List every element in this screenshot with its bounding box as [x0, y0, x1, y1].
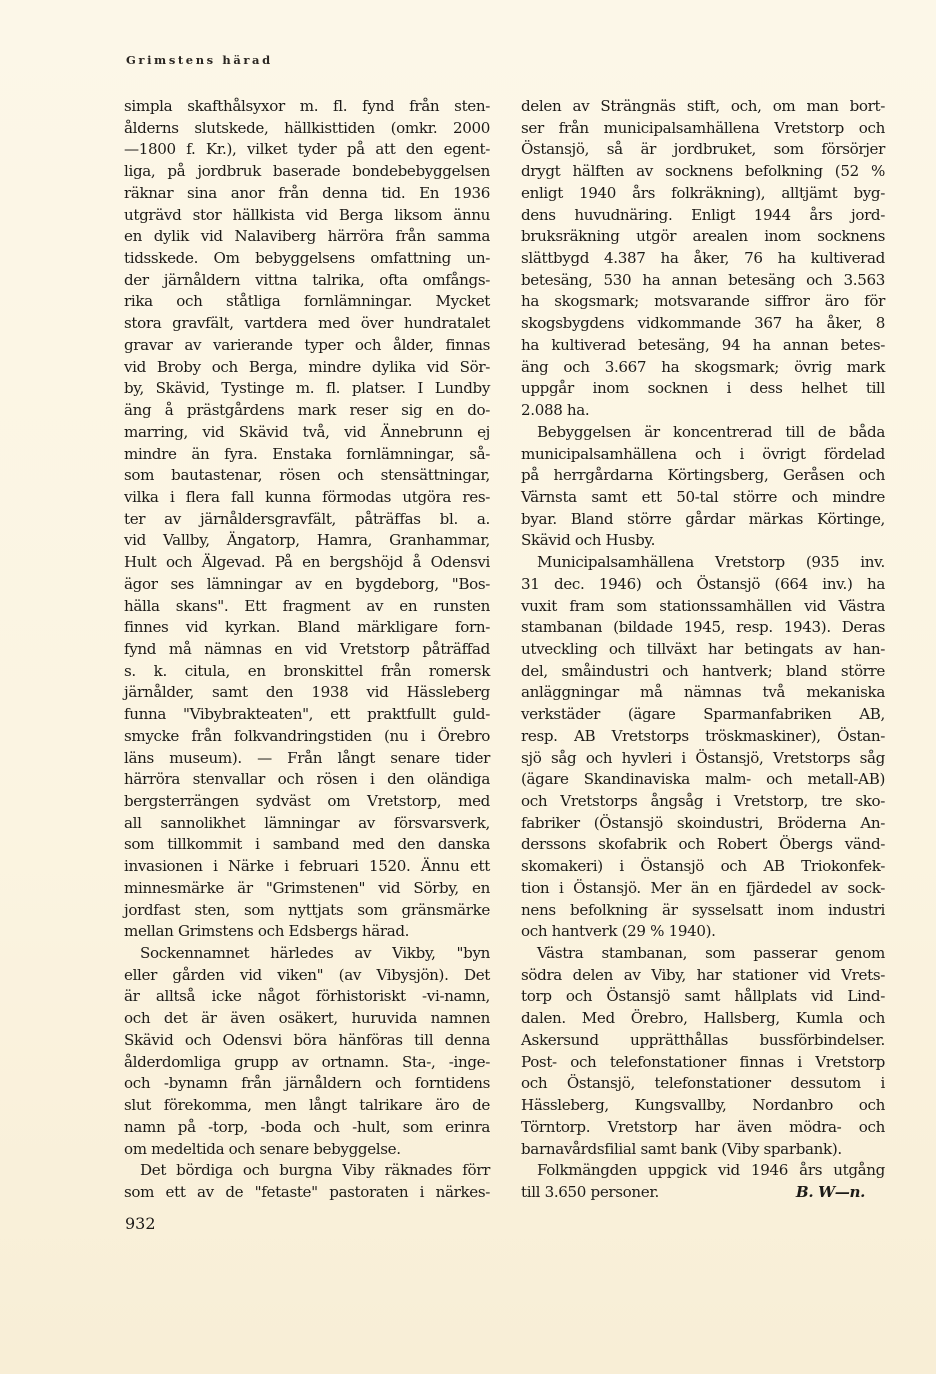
text-line: verkstäder (ägare Sparmanfabriken AB, [521, 705, 885, 724]
text-line: Skävid och Odensvi böra hänföras till denna [124, 1030, 490, 1049]
text-line: Det bördiga och burgna Viby räknades förr [140, 1161, 490, 1180]
text-line: ser från municipalsamhällena Vretstorp och [521, 118, 885, 137]
paragraph [521, 552, 885, 943]
text-line: fabriker (Östansjö skoindustri, Bröderna An- [521, 813, 885, 832]
text-line: Sockennamnet härledes av Vikby, "byn [140, 944, 490, 963]
text-line: jordfast sten, som nyttjats som gränsmärke [124, 900, 490, 919]
text-line: Östansjö, så är jordbruket, som försörjer [521, 140, 885, 159]
closing-line: till 3.650 personer. [521, 1182, 660, 1201]
text-line: del, småindustri och hantverk; bland större [521, 661, 885, 680]
text-line: all sannolikhet lämningar av försvarsverk, [124, 813, 490, 832]
text-line: namn på -torp, -boda och -hult, som erinra [124, 1117, 490, 1136]
text-line: betesäng, 530 ha annan betesäng och 3.563 [521, 270, 885, 289]
text-line: dalen. Med Örebro, Hallsberg, Kumla och [521, 1009, 885, 1028]
text-line: järnålder, samt den 1938 vid Hässleberg [124, 683, 490, 702]
text-line: vuxit fram som stationssamhällen vid Västra [521, 596, 885, 615]
text-line: anläggningar må nämnas två mekaniska [521, 683, 885, 702]
left-column [124, 96, 490, 1204]
text-line: Bebyggelsen är koncentrerad till de båda [537, 422, 885, 441]
text-line: ha kultiverad betesäng, 94 ha annan betes- [521, 335, 885, 354]
text-line: skomakeri) i Östansjö och AB Triokonfek- [521, 857, 885, 876]
text-line: eller gården vid viken" (av Vibysjön). Det [124, 965, 490, 984]
text-line: södra delen av Viby, har stationer vid Vrets- [521, 965, 885, 984]
running-head: Grimstens härad [126, 53, 273, 67]
text-line: —1800 f. Kr.), vilket tyder på att den egent- [124, 140, 490, 159]
text-line: Askersund upprätthållas bussförbindelser. [521, 1030, 885, 1049]
text-line: s. k. citula, en bronskittel från romersk [124, 661, 490, 680]
text-line: marring, vid Skävid två, vid Ännebrunn ej [124, 422, 490, 441]
text-line: och -bynamn från järnåldern och forntidens [124, 1074, 490, 1093]
text-line: Värnsta samt ett 50-tal större och mindre [521, 487, 885, 506]
text-line: stambanan (bildade 1945, resp. 1943). Deras [521, 618, 885, 637]
text-line: som ett av de "fetaste" pastoraten i närkes- [124, 1182, 490, 1201]
text-line: minnesmärke är "Grimstenen" vid Sörby, en [124, 878, 490, 897]
text-line: gravar av varierande typer och ålder, finnas [124, 335, 490, 354]
text-line: smycke från folkvandringstiden (nu i Örebro [124, 726, 490, 745]
text-line: liga, på jordbruk baserade bondebebyggelsen [124, 162, 490, 181]
text-line: äng å prästgårdens mark reser sig en do- [124, 401, 490, 420]
text-line: vid Vallby, Ängatorp, Hamra, Granhammar, [124, 531, 490, 550]
text-line: Folkmängden uppgick vid 1946 års utgång [537, 1161, 885, 1180]
text-line: stora gravfält, vartdera med över hundratalet [124, 314, 490, 333]
text-line: om medeltida och senare bebyggelse. [124, 1139, 401, 1158]
text-line: derssons skofabrik och Robert Öbergs vänd- [521, 835, 885, 854]
text-line: 31 dec. 1946) och Östansjö (664 inv.) ha [521, 574, 885, 593]
text-line: funna "Vibybrakteaten", ett praktfullt guld- [124, 705, 490, 724]
text-line: som tillkommit i samband med den danska [124, 835, 490, 854]
text-line: ålderdomliga grupp av ortnamn. Sta-, -inge- [124, 1052, 490, 1071]
right-column [521, 96, 885, 1204]
text-line: en dylik vid Nalaviberg härröra från samma [124, 227, 490, 246]
text-line: tidsskede. Om bebyggelsens omfattning un- [124, 249, 490, 268]
text-line: invasionen i Närke i februari 1520. Ännu ett [124, 857, 490, 876]
text-line: slättbygd 4.387 ha åker, 76 ha kultiverad [521, 249, 885, 268]
text-line: och Östansjö, telefonstationer dessutom i [521, 1074, 885, 1093]
text-line: uppgår inom socknen i dess helhet till [521, 379, 885, 398]
text-line: bruksräkning utgör arealen inom socknens [521, 227, 885, 246]
text-line: resp. AB Vretstorps tröskmaskiner), Östan- [521, 726, 885, 745]
text-line: härröra stenvallar och rösen i den oländiga [124, 770, 490, 789]
text-line: Västra stambanan, som passerar genom [537, 944, 885, 963]
text-line: på herrgårdarna Körtingsberg, Geråsen och [521, 466, 885, 485]
text-line: fynd må nämnas en vid Vretstorp påträffad [124, 639, 490, 658]
text-line: äng och 3.667 ha skogsmark; övrig mark [521, 357, 885, 376]
paragraph [521, 943, 885, 1160]
text-line: Post- och telefonstationer finnas i Vretstorp [521, 1052, 885, 1071]
text-line: mellan Grimstens och Edsbergs härad. [124, 922, 410, 941]
text-line: byar. Bland större gårdar märkas Körtinge, [521, 509, 885, 528]
text-line: dens huvudnäring. Enligt 1944 års jord- [521, 205, 885, 224]
paragraph [124, 96, 490, 943]
text-line: som bautastenar, rösen och stensättningar, [124, 466, 490, 485]
text-line: der järnåldern vittna talrika, ofta omfångs- [124, 270, 490, 289]
page-number: 932 [125, 1214, 156, 1233]
text-line: och Vretstorps ångsåg i Vretstorp, tre sko- [521, 792, 885, 810]
text-line: och hantverk (29 % 1940). [521, 922, 716, 941]
text-line: Skävid och Husby. [521, 531, 656, 550]
text-line: 2.088 ha. [521, 401, 590, 420]
text-line: by, Skävid, Tystinge m. fl. platser. I Lundby [124, 379, 490, 398]
text-line: enligt 1940 års folkräkning), alltjämt byg- [521, 183, 885, 202]
text-line: vilka i flera fall kunna förmodas utgöra res- [124, 487, 490, 506]
paragraph [124, 1160, 490, 1203]
author-signature: B. W—n. [795, 1182, 865, 1201]
text-line: ålderns slutskede, hällkisttiden (omkr. 2000 [124, 118, 490, 137]
text-line: drygt hälften av socknens befolkning (52 % [521, 162, 885, 181]
text-line: barnavårdsfilial samt bank (Viby sparbank). [521, 1139, 842, 1158]
text-line: skogsbygdens vidkommande 367 ha åker, 8 [521, 314, 885, 333]
text-line: delen av Strängnäs stift, och, om man bort- [521, 97, 885, 115]
text-line: utveckling och tillväxt har betingats av han- [521, 639, 885, 658]
text-line: slut förekomma, men långt talrikare äro de [124, 1096, 490, 1115]
text-line: torp och Östansjö samt hållplats vid Lind- [521, 987, 885, 1006]
text-line: bergsterrängen sydväst om Vretstorp, med [124, 792, 490, 810]
text-line: hälla skans". Ett fragment av en runsten [124, 596, 490, 615]
closing-row [521, 1182, 885, 1204]
text-line: är alltså icke något förhistoriskt -vi-namn, [124, 987, 490, 1006]
text-line: Törntorp. Vretstorp har även mödra- och [521, 1117, 885, 1136]
text-line: ägor ses lämningar av en bygdeborg, "Bos- [124, 574, 490, 593]
right-column-paragraphs [521, 96, 885, 1182]
paragraph [521, 96, 885, 422]
paragraph [521, 422, 885, 552]
text-line: sjö såg och hyvleri i Östansjö, Vretstorps såg [521, 748, 885, 767]
text-line: läns museum). — Från långt senare tider [124, 748, 490, 767]
text-line: ha skogsmark; motsvarande siffror äro för [521, 292, 885, 311]
text-line: utgrävd stor hällkista vid Berga liksom ännu [124, 205, 490, 224]
text-line: (ägare Skandinaviska malm- och metall-AB) [521, 770, 885, 789]
text-line: rika och ståtliga fornlämningar. Mycket [124, 292, 490, 311]
text-line: vid Broby och Berga, mindre dylika vid Sör- [124, 357, 490, 376]
text-line: räknar sina anor från denna tid. En 1936 [124, 183, 490, 202]
text-line: finnes vid kyrkan. Bland märkligare forn- [124, 618, 490, 637]
text-line: Hult och Älgevad. På en bergshöjd å Odensvi [124, 553, 490, 572]
text-line: mindre än fyra. Enstaka fornlämningar, så- [124, 444, 490, 463]
text-line: och det är även osäkert, huruvida namnen [124, 1009, 490, 1028]
text-line: Hässleberg, Kungsvallby, Nordanbro och [521, 1096, 885, 1115]
paragraph [124, 943, 490, 1160]
text-line: ter av järnåldersgravfält, påträffas bl. a. [124, 509, 490, 528]
text-line: municipalsamhällena och i övrigt fördelad [521, 444, 885, 463]
text-line: Municipalsamhällena Vretstorp (935 inv. [537, 553, 885, 572]
text-line: simpla skafthålsyxor m. fl. fynd från sten- [124, 97, 490, 115]
text-line: nens befolkning är sysselsatt inom industri [521, 900, 885, 919]
paragraph [521, 1160, 885, 1182]
text-line: tion i Östansjö. Mer än en fjärdedel av sock- [521, 878, 885, 897]
